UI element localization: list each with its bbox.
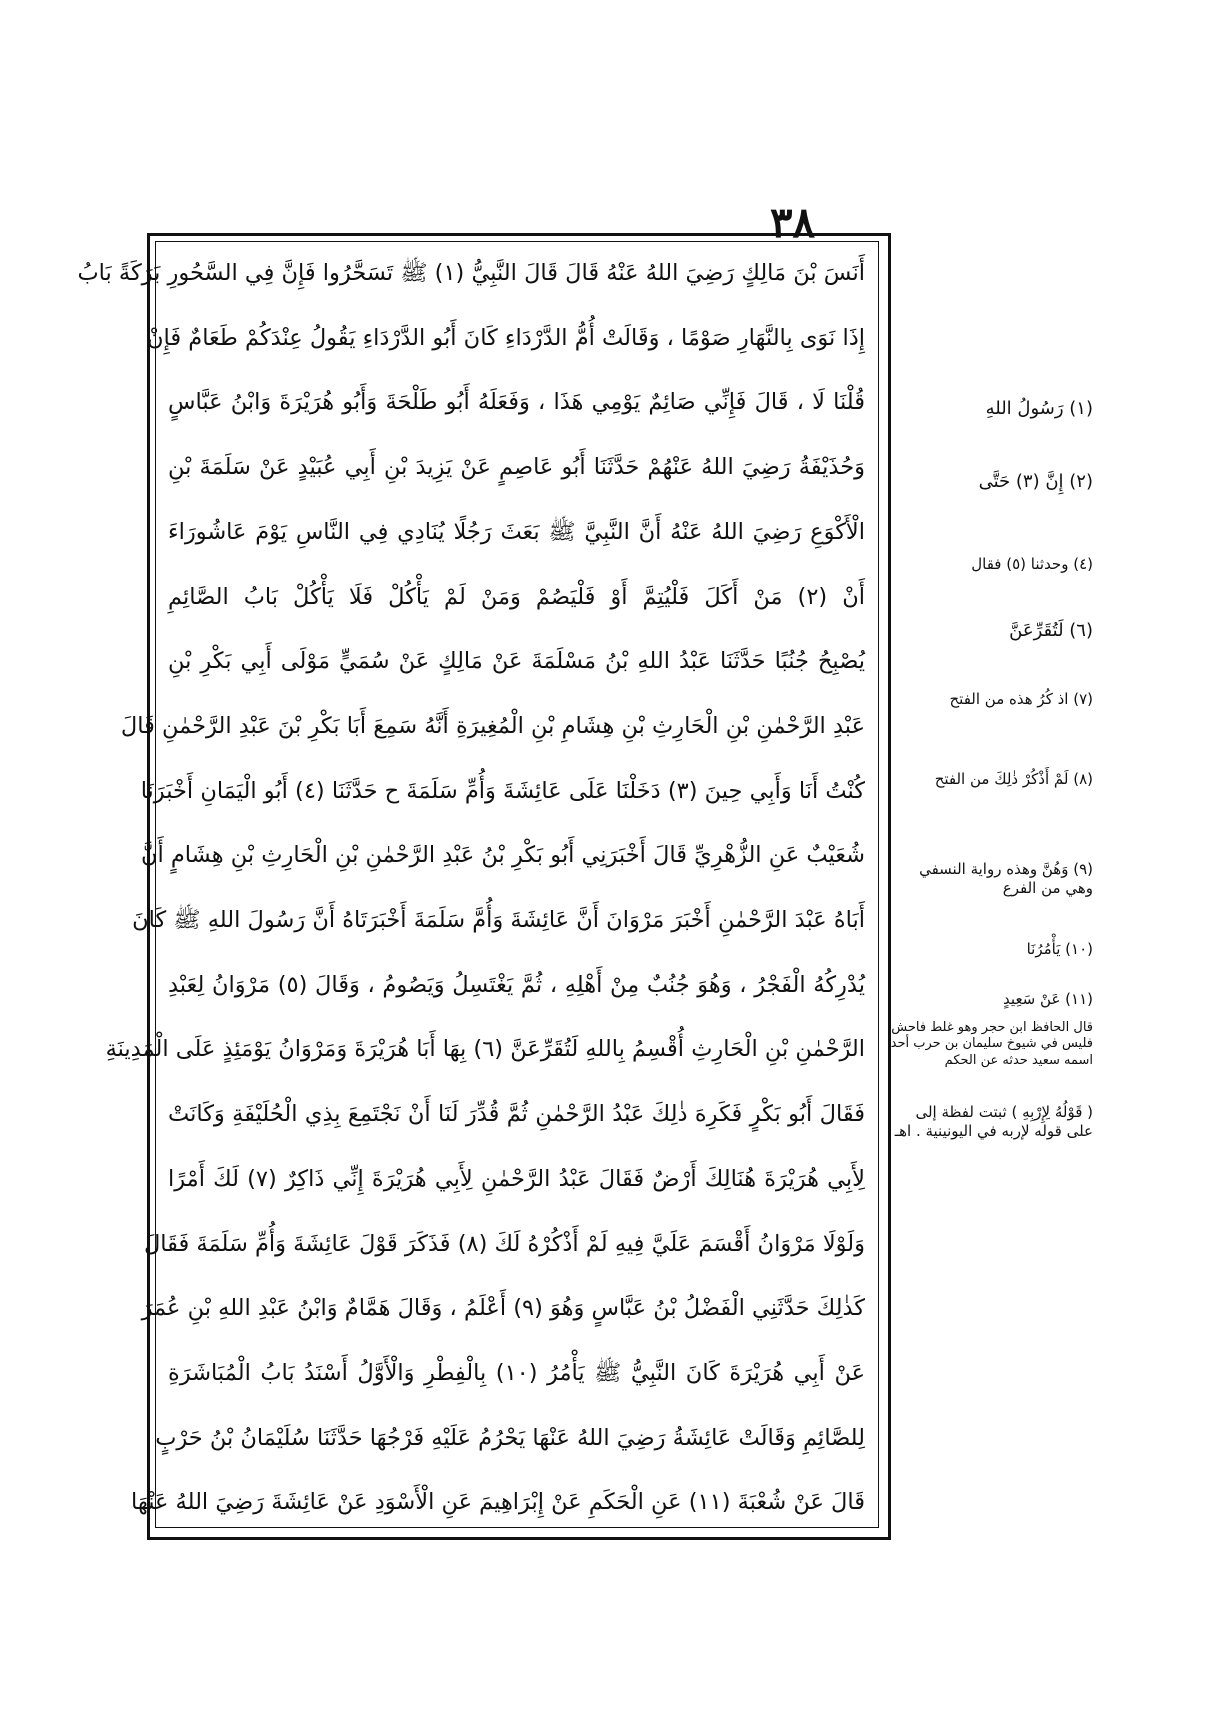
margin-note-6: (٦) لَتُقَرِّعَنَّ [1009, 620, 1093, 641]
margin-note-irbihi: ( قَوْلُهُ لِإِرْبِهِ ) ثبتت لفظة إلى على قوله لإربه في اليونينية . اهـ [894, 1103, 1093, 1140]
text-line: قُلْنَا لَا ، قَالَ فَإِنِّي صَائِمٌ يَوْمِي هَذَا ، وَفَعَلَهُ أَبُو طَلْحَةَ وَأَبُو هُرَيْرَةَ وَابْنُ عَبَّاسٍ [168, 389, 865, 416]
text-line: عَنْ أَبِي هُرَيْرَةَ كَانَ النَّبِيُّ ﷺ يَأْمُرُ (١٠) بِالْفِطْرِ وَالْأَوَّلُ أَسْنَدُ بَابُ الْمُبَاشَرَةِ [168, 1359, 866, 1386]
text-line: شُعَيْبٌ عَنِ الزُّهْرِيِّ قَالَ أَخْبَرَنِي أَبُو بَكْرِ بْنُ عَبْدِ الرَّحْمٰنِ بْنِ الْحَارِثِ بْنِ هِشَامٍ أَنَّ [140, 842, 865, 869]
margin-notes [888, 398, 1093, 1348]
text-line: الرَّحْمٰنِ بْنِ الْحَارِثِ أُقْسِمُ بِاللهِ لَتُقَرِّعَنَّ (٦) بِهَا أَبَا هُرَيْرَةَ وَمَرْوَانُ يَوْمَئِذٍ عَلَى الْمَدِينَةِ [105, 1036, 865, 1063]
text-line: وَحُذَيْفَةُ رَضِيَ اللهُ عَنْهُمْ حَدَّثَنَا أَبُو عَاصِمٍ عَنْ يَزِيدَ بْنِ أَبِي عُبَيْدٍ عَنْ سَلَمَةَ بْنِ [168, 454, 865, 481]
margin-note-7: (٧) اذ كُرُ هذه من الفتح [949, 690, 1093, 708]
text-line: قَالَ عَنْ شُعْبَةَ (١١) عَنِ الْحَكَمِ عَنْ إِبْرَاهِيمَ عَنِ الْأَسْوَدِ عَنْ عَائِشَةَ رَضِيَ اللهُ عَنْهَا [130, 1489, 865, 1516]
text-line: أَنْ (٢) مَنْ أَكَلَ فَلْيُتِمَّ أَوْ فَلْيَصُمْ وَمَنْ لَمْ يَأْكُلْ فَلَا يَأْكُلْ بَابُ الصَّائِمِ [168, 583, 865, 610]
text-line: عَبْدِ الرَّحْمٰنِ بْنِ الْحَارِثِ بْنِ هِشَامِ بْنِ الْمُغِيرَةِ أَنَّهُ سَمِعَ أَبَا بَكْرِ بْنَ عَبْدِ الرَّحْمٰنِ قَالَ [120, 712, 865, 739]
margin-note-9: (٩) وَهُنَّ وهذه رواية النسفي وهي من الفرع [919, 860, 1093, 897]
margin-note-11: (١١) عَنْ سَعِيدٍ [1003, 990, 1093, 1008]
margin-note-8: (٨) لَمْ أَذْكُرْ ذٰلِكَ من الفتح [934, 770, 1093, 788]
text-line: وَلَوْلَا مَرْوَانُ أَقْسَمَ عَلَيَّ فِيهِ لَمْ أَذْكُرْهُ لَكَ (٨) فَذَكَرَ قَوْلَ عَائِشَةَ وَأُمِّ سَلَمَةَ فَقَالَ [143, 1230, 865, 1257]
text-line: الْأَكْوَعِ رَضِيَ اللهُ عَنْهُ أَنَّ النَّبِيَّ ﷺ بَعَثَ رَجُلًا يُنَادِي فِي النَّاسِ يَوْمَ عَاشُورَاءَ [168, 518, 865, 545]
text-line: يُصْبِحُ جُنُبًا حَدَّثَنَا عَبْدُ اللهِ بْنُ مَسْلَمَةَ عَنْ مَالِكٍ عَنْ سُمَيٍّ مَوْلَى أَبِي بَكْرِ بْنِ [168, 648, 865, 675]
text-line: إِذَا نَوَى بِالنَّهَارِ صَوْمًا ، وَقَالَتْ أُمُّ الدَّرْدَاءِ كَانَ أَبُو الدَّرْدَاءِ يَقُولُ عِنْدَكُمْ طَعَامٌ فَإِنْ [146, 324, 865, 351]
main-text-block [77, 260, 866, 1516]
margin-note-10: (١٠) يَأْمُرُنَا [1026, 940, 1093, 958]
page-number: ٣٨ [770, 198, 816, 247]
text-line: كَذٰلِكَ حَدَّثَنِي الْفَضْلُ بْنُ عَبَّاسٍ وَهُوَ (٩) أَعْلَمُ ، وَقَالَ هَمَّامٌ وَابْنُ عَبْدِ اللهِ بْنِ عُمَرَ [141, 1295, 865, 1322]
text-line: فَقَالَ أَبُو بَكْرٍ فَكَرِهَ ذٰلِكَ عَبْدُ الرَّحْمٰنِ ثُمَّ قُدِّرَ لَنَا أَنْ نَجْتَمِعَ بِذِي الْحُلَيْفَةِ وَكَانَتْ [168, 1101, 865, 1128]
margin-note-hafiz: قال الحافظ ابن حجر وهو غلط فاحش فليس في شيوخ سليمان بن حرب أحد اسمه سعيد حدثه عن الحكم [890, 1020, 1093, 1068]
text-line: لِأَبِي هُرَيْرَةَ هُنَالِكَ أَرْضٌ فَقَالَ عَبْدُ الرَّحْمٰنِ لِأَبِي هُرَيْرَةَ إِنِّي ذَاكِرٌ (٧) لَكَ أَمْرًا [168, 1165, 865, 1192]
margin-note-1: (١) رَسُولُ اللهِ [985, 398, 1093, 419]
text-line: يُدْرِكُهُ الْفَجْرُ ، وَهُوَ جُنُبٌ مِنْ أَهْلِهِ ، ثُمَّ يَغْتَسِلُ وَيَصُومُ ، وَقَالَ (٥) مَرْوَانُ لِعَبْدِ [168, 971, 865, 998]
text-line: لِلصَّائِمِ وَقَالَتْ عَائِشَةُ رَضِيَ اللهُ عَنْهَا يَحْرُمُ عَلَيْهِ فَرْجُهَا حَدَّثَنَا سُلَيْمَانُ بْنُ حَرْبٍ [155, 1424, 865, 1451]
text-line: كُنْتُ أَنَا وَأَبِي حِينَ (٣) دَخَلْنَا عَلَى عَائِشَةَ وَأُمِّ سَلَمَةَ ح حَدَّثَنَا (٤) أَبُو الْيَمَانِ أَخْبَرَنَا [140, 777, 865, 804]
margin-note-2-3: (٢) إِنَّ (٣) حَتَّى [978, 471, 1093, 492]
text-line: أَبَاهُ عَبْدَ الرَّحْمٰنِ أَخْبَرَ مَرْوَانَ أَنَّ عَائِشَةَ وَأُمَّ سَلَمَةَ أَخْبَرَتَاهُ أَنَّ رَسُولَ اللهِ ﷺ كَانَ [132, 907, 865, 934]
margin-note-4-5: (٤) وحدثنا (٥) فقال [971, 555, 1093, 573]
text-line: أَنَسَ بْنَ مَالِكٍ رَضِيَ اللهُ عَنْهُ قَالَ قَالَ النَّبِيُّ (١) ﷺ تَسَحَّرُوا فَإِنَّ فِي السَّحُورِ بَرَكَةً بَابُ [77, 260, 865, 286]
